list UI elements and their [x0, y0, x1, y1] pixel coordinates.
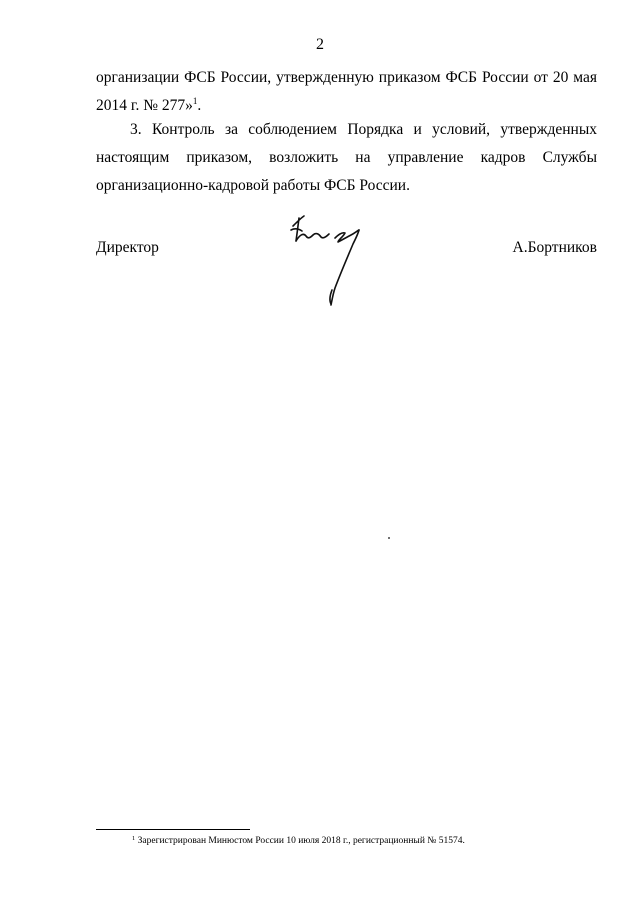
paragraph-item-3: 3. Контроль за соблюдением Порядка и условий, утвержденных настоящим приказом, возложить на управление кадров Службы организационно-кадровой работы ФСБ России.	[96, 121, 597, 194]
signatory-title: Директор	[96, 239, 159, 256]
scan-speck	[388, 537, 390, 539]
footnote-reference: 1	[192, 96, 198, 106]
paragraph-period: .	[197, 97, 202, 114]
paragraph-text: организации ФСБ России, утвержденную приказом ФСБ России от 20 мая 2014 г. № 277»	[96, 69, 597, 114]
page-number: 2	[316, 36, 324, 53]
paragraph-continuation	[96, 64, 597, 120]
signatory-name: А.Бортников	[512, 239, 597, 256]
footnote-text: Зарегистрирован Минюстом России 10 июля 2018 г., регистрационный № 51574.	[137, 836, 465, 846]
footnote-separator	[96, 829, 250, 830]
footnote	[132, 836, 465, 846]
footnote-marker: 1	[132, 835, 136, 842]
handwritten-signature	[285, 212, 375, 310]
